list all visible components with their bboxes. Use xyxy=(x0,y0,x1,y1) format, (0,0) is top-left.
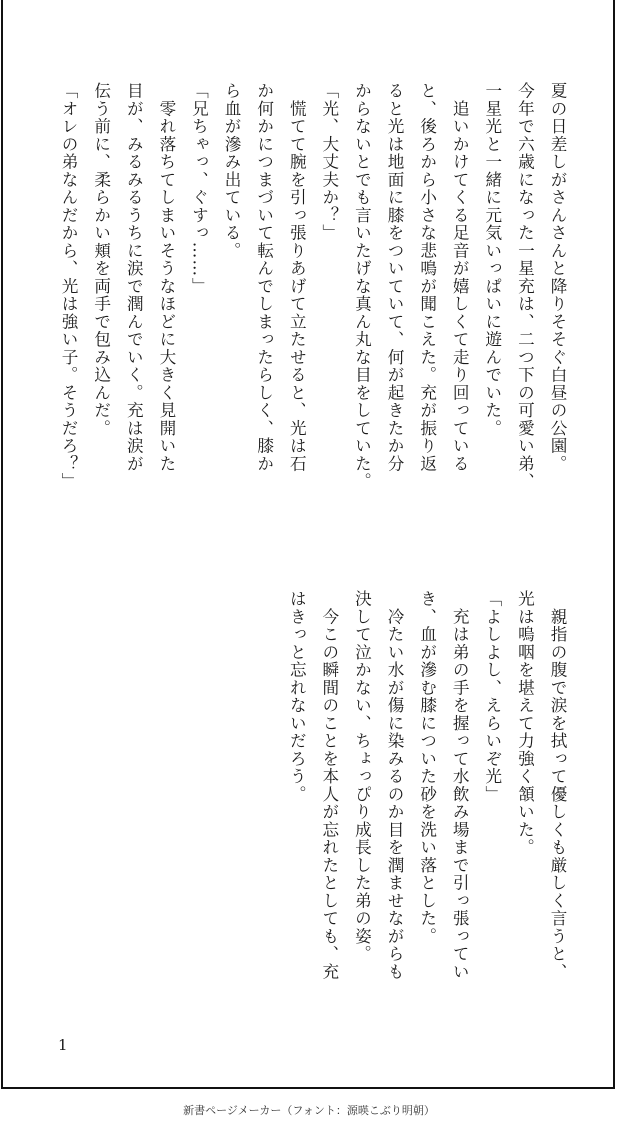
text-line: 伝う前に、柔らかい頬を両手で包み込んだ。 xyxy=(91,82,111,437)
text-line: 一星光と一緒に元気いっぱいに遊んでいた。 xyxy=(482,82,502,437)
footer-credit: 新書ページメーカー（フォント：源暎こぶり明朝） xyxy=(183,1104,435,1117)
text-line: 「よしよし、えらいぞ光」 xyxy=(482,590,502,803)
text-line: 慌てて腕を引っ張りあげて立たせると、光は石 xyxy=(287,82,307,473)
text-line: ると光は地面に膝をついていて、何が起きたか分 xyxy=(385,82,405,473)
text-line: 零れ落ちてしまいそうなほどに大きく見開いた xyxy=(156,82,176,473)
book-page xyxy=(1,0,615,1089)
text-line: 光は嗚咽を堪えて力強く頷いた。 xyxy=(515,590,535,857)
text-line: からないとでも言いたげな真ん丸な目をしていた。 xyxy=(352,82,372,491)
text-line: 今この瞬間のことを本人が忘れたとしても、充 xyxy=(319,590,339,981)
text-line: 目が、みるみるうちに涙で潤んでいく。充は涙が xyxy=(124,82,144,473)
text-line: 「オレの弟なんだから、光は強い子。そうだろ？」 xyxy=(59,82,79,491)
text-line: 冷たい水が傷に染みるのか目を潤ませながらも xyxy=(385,590,405,981)
text-line: 追いかけてくる足音が嬉しくて走り回っている xyxy=(450,82,470,473)
text-line: 決して泣かない、ちょっぴり成長した弟の姿。 xyxy=(352,590,372,963)
text-line: はきっと忘れないだろう。 xyxy=(287,590,307,803)
text-line: 「光、大丈夫か？」 xyxy=(319,82,339,242)
text-line: 「兄ちゃっ、ぐすっ……」 xyxy=(189,82,209,295)
text-line: と、後ろから小さな悲鳴が聞こえた。充が振り返 xyxy=(417,82,437,473)
text-line: 充は弟の手を握って水飲み場まで引っ張ってい xyxy=(450,590,470,981)
text-line: 今年で六歳になった一星充は、二つ下の可愛い弟、 xyxy=(515,82,535,491)
text-line: か何かにつまづいて転んでしまったらしく、膝か xyxy=(254,82,274,473)
page-number: 1 xyxy=(58,1036,68,1054)
lower-text-block xyxy=(280,590,573,1010)
text-line: 夏の日差しがさんさんと降りそそぐ白昼の公園。 xyxy=(548,82,567,473)
upper-text-block xyxy=(52,82,574,552)
text-line: き、血が滲む膝についた砂を洗い落とした。 xyxy=(417,590,437,945)
text-line: ら血が滲み出ている。 xyxy=(222,82,242,260)
text-line: 親指の腹で涙を拭って優しくも厳しく言うと、 xyxy=(548,590,567,981)
